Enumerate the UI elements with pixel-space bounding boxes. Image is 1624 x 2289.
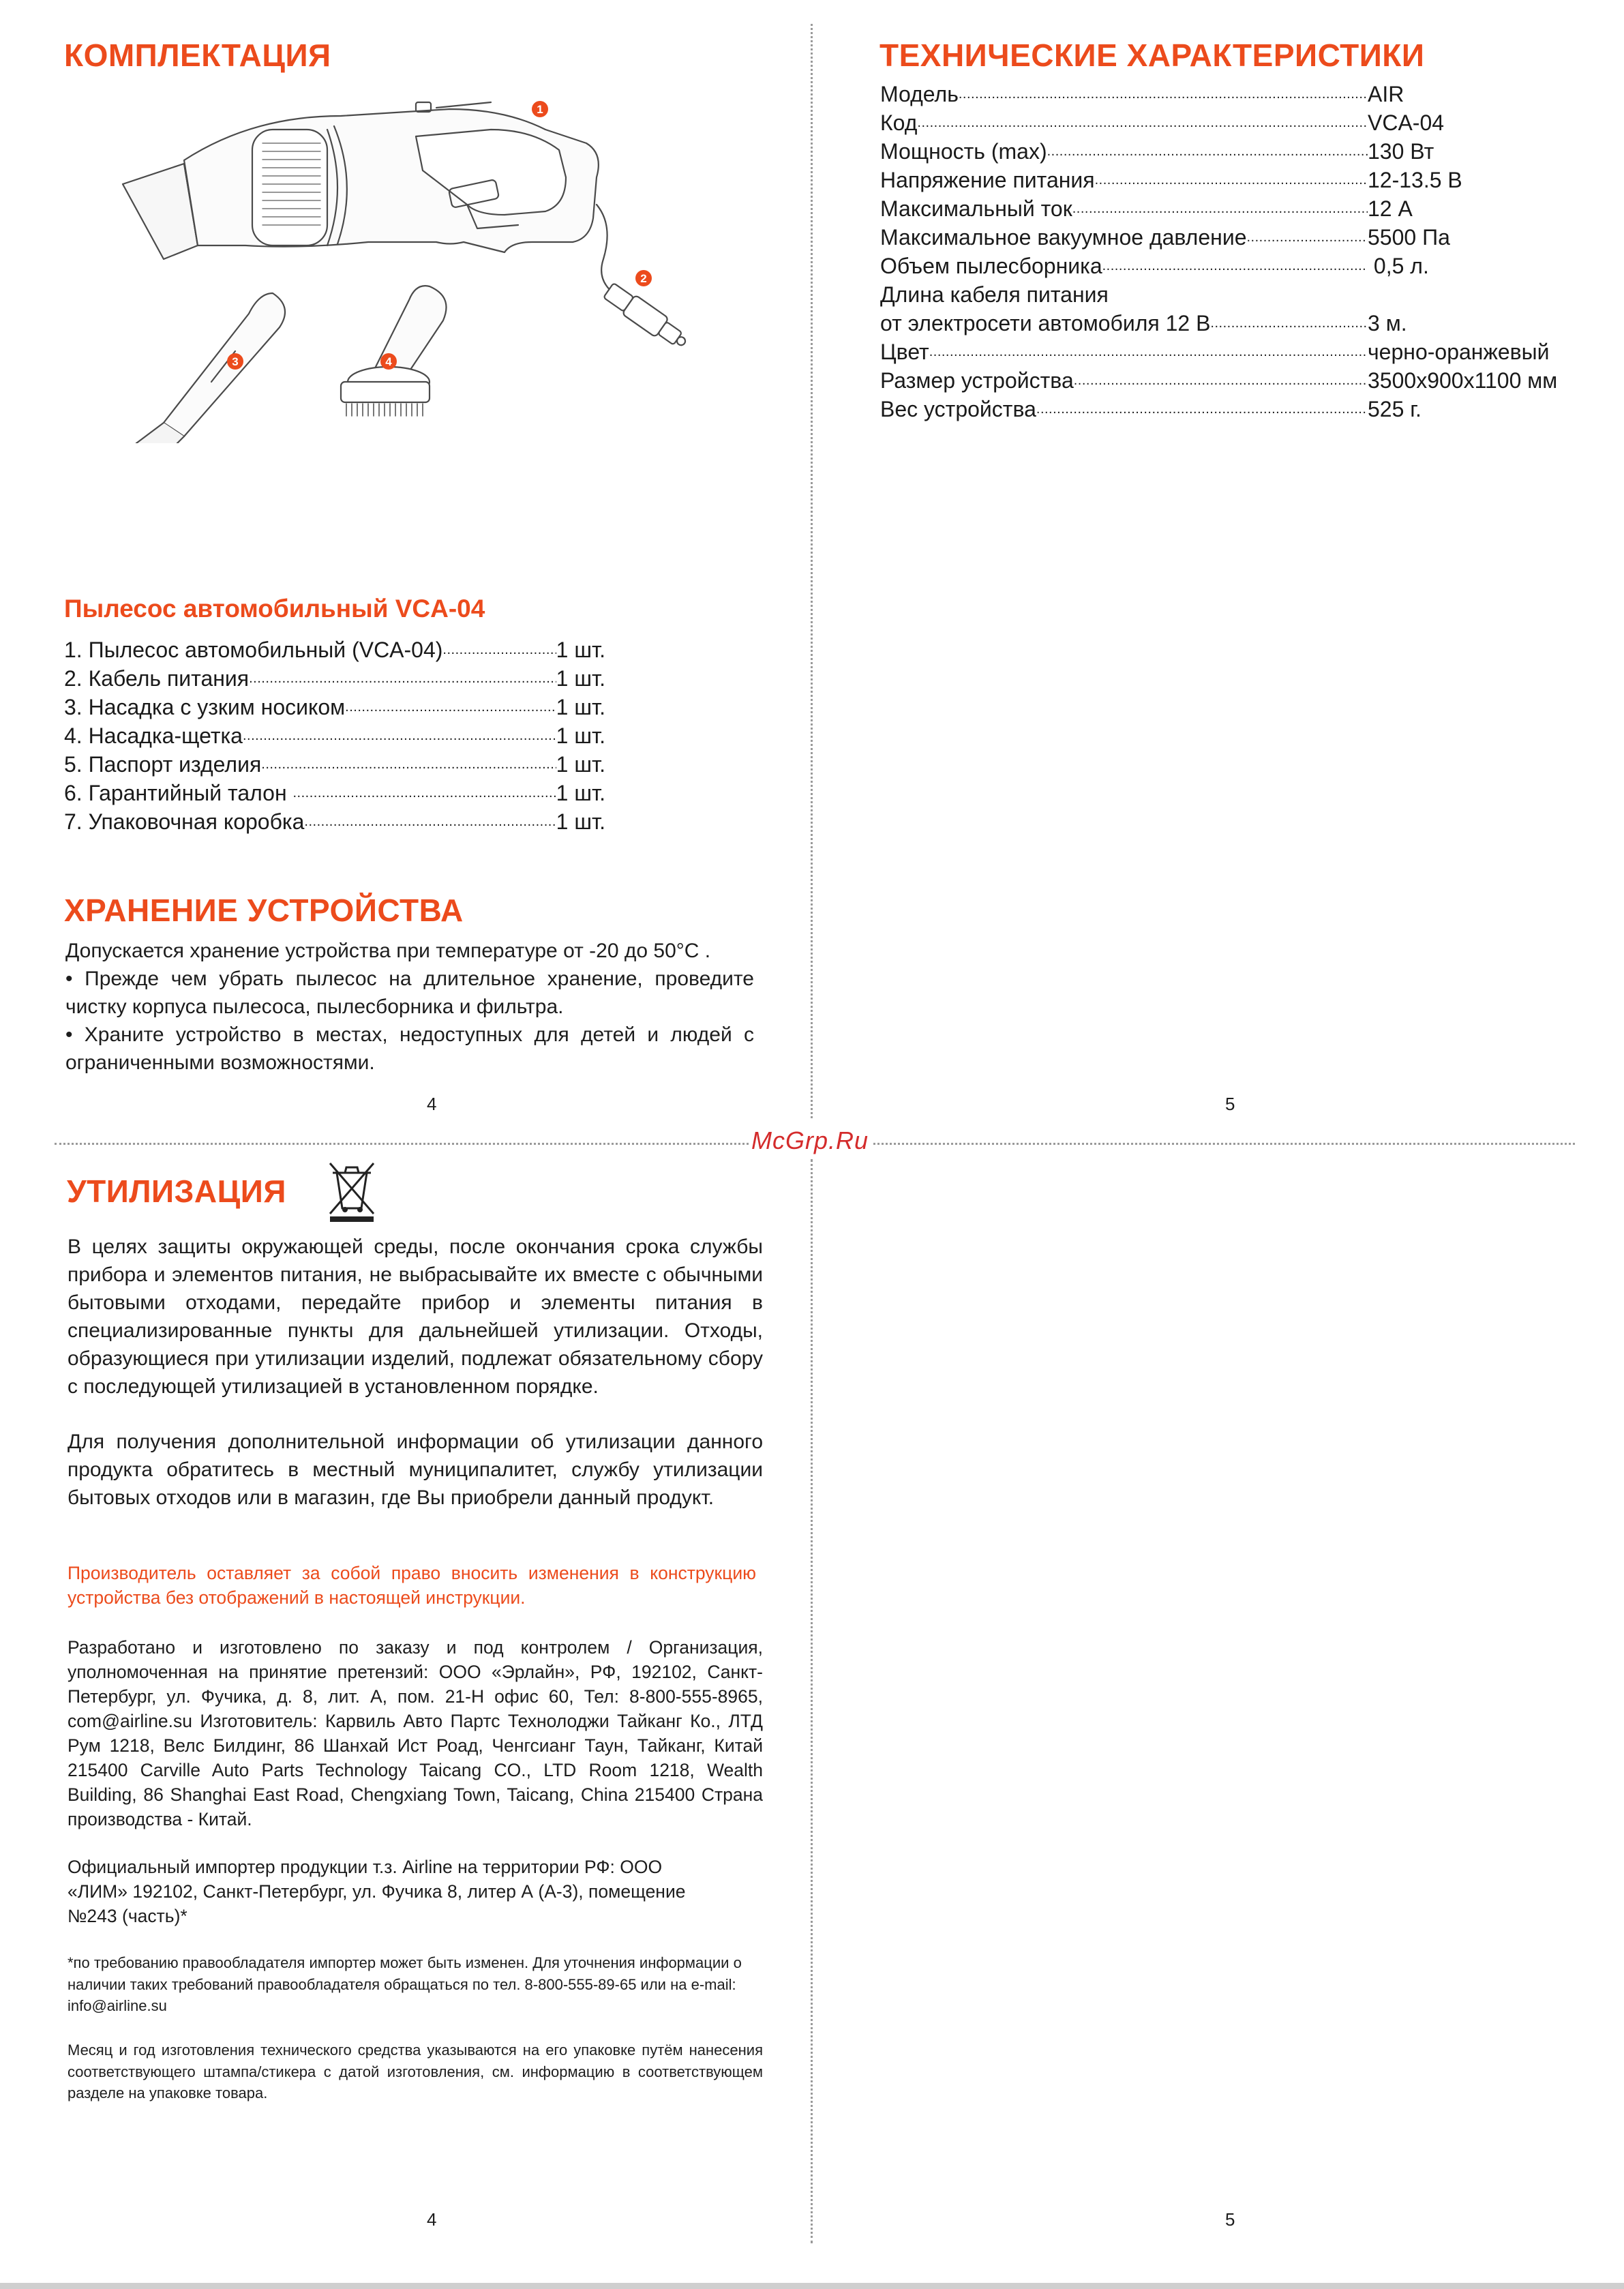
list-item (64, 779, 605, 807)
spec-leader (1074, 366, 1368, 395)
list-item-value: 1 шт. (556, 809, 605, 834)
list-item-value: 1 шт. (556, 752, 605, 777)
spec-leader (1246, 223, 1368, 252)
list-item (64, 721, 605, 750)
spec-label: Размер устройства (880, 368, 1074, 393)
spec-row (880, 252, 1576, 280)
spec-row (880, 223, 1576, 252)
spec-row (880, 395, 1576, 423)
spec-label: Код (880, 110, 918, 135)
list-item-leader (293, 779, 556, 807)
page-number: 4 (427, 1094, 437, 1114)
list-item-value: 1 шт. (556, 781, 605, 805)
spec-label: Максимальное вакуумное давление (880, 225, 1247, 250)
list-item-label: 7. Упаковочная коробка (64, 809, 305, 834)
spec-value: VCA-04 (1368, 110, 1445, 135)
spec-label: Модель (880, 82, 959, 106)
spec-label: Длина кабеля питания (880, 282, 1109, 307)
production-date-note: Месяц и год изготовления технического средства указываются на его упаковке путём нанесения соответствующего штампа/стикера с датой изготовления, см. информацию в соответствующем разделе на упаковке товара. (67, 2041, 763, 2101)
spec-row (880, 137, 1576, 166)
spec-value: 525 г. (1368, 397, 1422, 421)
list-item-label: 2. Кабель питания (64, 666, 250, 691)
list-item-label: 1. Пылесос автомобильный (VCA-04) (64, 638, 443, 662)
crossed-bin-icon (325, 1161, 379, 1223)
spec-value: 3500x900x1100 мм (1368, 368, 1558, 393)
page-number: 5 (1225, 1094, 1235, 1114)
list-item (64, 693, 605, 721)
disposal-paragraph-2: Для получения дополнительной информации об утилизации данного продукта обратитесь в местный муниципалитет, службу утилизации бытовых отходов или в магазин, где Вы приобрели данный продукт. (67, 1431, 763, 1509)
spec-row (880, 166, 1576, 194)
spec-row (880, 366, 1576, 395)
spec-row (880, 80, 1576, 108)
vertical-divider-bottom (811, 1159, 813, 2243)
spec-value: 12-13.5 В (1368, 168, 1462, 192)
spec-value: черно-оранжевый (1368, 340, 1550, 364)
storage-line: Допускается хранение устройства при температуре от -20 до 50°С . (65, 940, 711, 962)
spec-leader (1210, 309, 1368, 338)
spec-label: Напряжение питания (880, 168, 1095, 192)
complect-title: КОМПЛЕКТАЦИЯ (64, 38, 331, 73)
spec-value: 3 м. (1368, 311, 1407, 335)
spec-row (880, 108, 1576, 137)
spec-label: от электросети автомобиля 12 В (880, 311, 1211, 335)
spec-value: AIR (1368, 82, 1404, 106)
disposal-paragraph-1: В целях защиты окружающей среды, после окончания срока службы прибора и элементов питания, не выбрасывайте их вместе с обычными бытовыми отходами, передайте прибор и элементы питания в специализированные пункты для дальнейшей утилизации. Отходы, образующиеся при утилизации изделий, подлежат обязательному сбору с последующей утилизацией в установленном порядке. (67, 1236, 763, 1398)
list-item-leader (304, 807, 556, 836)
page-number: 5 (1225, 2209, 1235, 2230)
spec-leader (1036, 395, 1368, 423)
storage-title: ХРАНЕНИЕ УСТРОЙСТВА (64, 893, 464, 928)
page-number: 4 (427, 2209, 437, 2230)
product-title: Пылесос автомобильный VCA-04 (64, 595, 485, 623)
spec-value: 0,5 л. (1368, 254, 1429, 278)
spec-value: 12 А (1368, 196, 1413, 221)
list-item-leader (345, 693, 556, 721)
list-item-label: 5. Паспорт изделия (64, 752, 262, 777)
vacuum-illustration (95, 89, 709, 443)
changes-notice: Производитель оставляет за собой право вносить изменения в конструкцию устройства без отображений в настоящей инструкции. (67, 1563, 756, 1608)
spec-leader (1072, 194, 1368, 223)
spec-row (880, 194, 1576, 223)
list-item-leader (249, 664, 556, 693)
spec-leader (929, 338, 1368, 366)
list-item (64, 807, 605, 836)
callout-2-label: 2 (640, 272, 647, 285)
spec-label: Мощность (max) (880, 139, 1047, 164)
list-item-leader (243, 721, 556, 750)
list-item (64, 635, 605, 664)
spec-value: 5500 Па (1368, 225, 1450, 250)
spec-row (880, 280, 1576, 309)
manufacturer-info: Разработано и изготовлено по заказу и под контролем / Организация, уполномоченная на принятие претензий: ООО «Эрлайн», РФ, 192102, Санкт-Петербург, ул. Фучика, д. 8, лит. А, пом. 21-Н офис 60, Тел: 8-800-555-8965, com@airline.su Изготовитель: Карвиль Авто Партс Технолоджи Тайканг Ко., ЛТД Рум 1218, Велс Билдинг, 86 Шанхай Ист Роад, Ченгсианг Таун, Тайканг, Китай 215400 Carville Auto Parts Technology Taicang CO., LTD Room 1218, Wealth Building, 86 Shanghai East Road, Chengxiang Town, Taicang, China 215400 Страна производства - Китай. (67, 1637, 763, 1829)
spec-leader (1095, 166, 1368, 194)
list-item-label: 3. Насадка с узким носиком (64, 695, 346, 719)
list-item-leader (261, 750, 556, 779)
spec-label: Цвет (880, 340, 929, 364)
spec-value: 130 Вт (1368, 139, 1434, 164)
specs-table (880, 80, 1576, 423)
spec-row (880, 309, 1576, 338)
list-item (64, 750, 605, 779)
list-item-label: 4. Насадка-щетка (64, 723, 243, 748)
list-item-value: 1 шт. (556, 723, 605, 748)
importer-info: Официальный импортер продукции т.з. Airline на территории РФ: ООО «ЛИМ» 192102, Санкт-Петербург, ул. Фучика 8, литер А (А-3), помещение №243 (часть)* (67, 1857, 686, 1926)
list-item-value: 1 шт. (556, 695, 605, 719)
list-item-value: 1 шт. (556, 666, 605, 691)
list-item-label: 6. Гарантийный талон (64, 781, 293, 805)
watermark: McGrp.Ru (749, 1126, 871, 1155)
callout-3-label: 3 (232, 355, 239, 368)
bottom-bar (0, 2283, 1624, 2289)
vertical-divider-top (811, 24, 813, 1118)
list-item (64, 664, 605, 693)
storage-text (65, 937, 754, 1077)
spec-leader (959, 80, 1368, 108)
spec-label: Объем пылесборника (880, 254, 1102, 278)
callout-1-label: 1 (537, 103, 543, 116)
complect-list (64, 635, 605, 836)
spec-leader (1047, 137, 1368, 166)
spec-label: Вес устройства (880, 397, 1036, 421)
spec-label: Максимальный ток (880, 196, 1072, 221)
footnote: *по требованию правообладателя импортер может быть изменен. Для уточнения информации о наличии таких требований правообладателя обращаться по тел. 8-800-555-89-65 или на e-mail: info@airline.su (67, 1954, 742, 2014)
spec-leader (1102, 252, 1368, 280)
storage-line: • Прежде чем убрать пылесос на длительное хранение, проведите чистку корпуса пылесоса, пылесборника и фильтра. (65, 968, 754, 1018)
storage-line: • Храните устройство в местах, недоступных для детей и людей с ограниченными возможностями. (65, 1023, 754, 1074)
spec-row (880, 338, 1576, 366)
disposal-title: УТИЛИЗАЦИЯ (67, 1173, 286, 1209)
list-item-leader (442, 635, 556, 664)
list-item-value: 1 шт. (556, 638, 605, 662)
spec-leader (917, 108, 1368, 137)
callout-4-label: 4 (385, 355, 392, 368)
specs-title: ТЕХНИЧЕСКИЕ ХАРАКТЕРИСТИКИ (879, 38, 1425, 73)
